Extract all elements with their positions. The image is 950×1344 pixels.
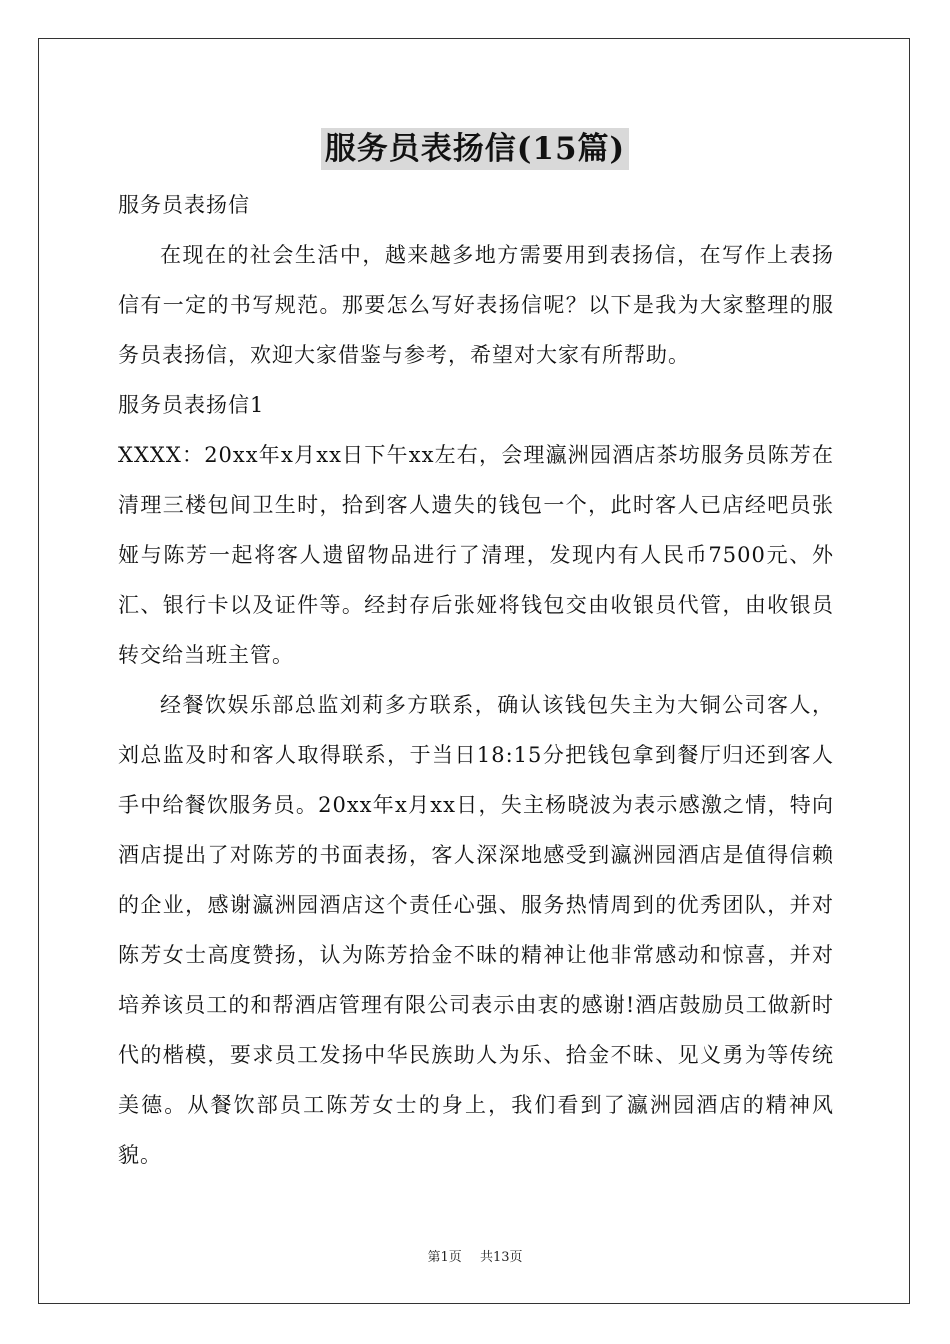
page-number: 第1页 [427,1250,462,1265]
page-total: 共13页 [479,1250,523,1265]
paragraph-body: XXXX：20xx年x月xx日下午xx左右，会理瀛洲园酒店茶坊服务员陈芳在清理三楼包间卫生时，拾到客人遗失的钱包一个，此时客人已店经吧员张娅与陈芳一起将客人遗留物品进行了清理，发现内有人民币7500元、外汇、银行卡以及证件等。经封存后张娅将钱包交由收银员代管，由收银员转交给当班主管。 [118,443,834,667]
document-body [118,180,834,1180]
document-title: 服务员表扬信(15篇) [321,128,629,170]
title-area [0,128,950,170]
paragraph-subheading: 服务员表扬信1 [118,393,265,417]
paragraph-heading: 服务员表扬信 [118,193,250,217]
paragraph-intro: 在现在的社会生活中，越来越多地方需要用到表扬信，在写作上表扬信有一定的书写规范。那要怎么写好表扬信呢？以下是我为大家整理的服务员表扬信，欢迎大家借鉴与参考，希望对大家有所帮助。 [118,243,834,367]
page-footer [0,1246,950,1265]
paragraph-body: 经餐饮娱乐部总监刘莉多方联系，确认该钱包失主为大铜公司客人，刘总监及时和客人取得联系，于当日18:15分把钱包拿到餐厅归还到客人手中给餐饮服务员。20xx年x月xx日，失主杨晓波为表示感激之情，特向酒店提出了对陈芳的书面表扬，客人深深地感受到瀛洲园酒店是值得信赖的企业，感谢瀛洲园酒店这个责任心强、服务热情周到的优秀团队，并对陈芳女士高度赞扬，认为陈芳拾金不昧的精神让他非常感动和惊喜，并对培养该员工的和帮酒店管理有限公司表示由衷的感谢!酒店鼓励员工做新时代的楷模，要求员工发扬中华民族助人为乐、拾金不昧、见义勇为等传统美德。从餐饮部员工陈芳女士的身上，我们看到了瀛洲园酒店的精神风貌。 [118,693,834,1167]
